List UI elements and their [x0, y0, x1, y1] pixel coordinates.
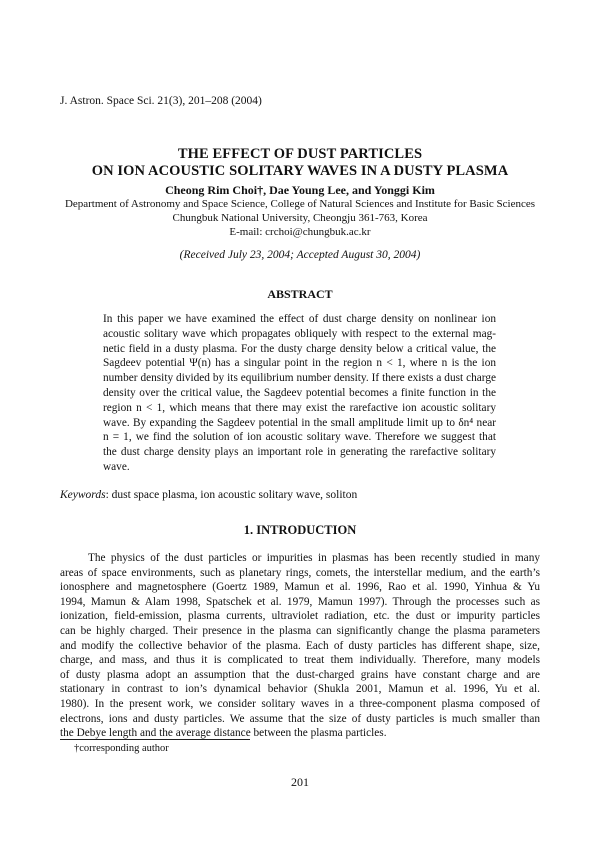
received-dates: (Received July 23, 2004; Accepted August 30, 2004): [179, 249, 421, 261]
journal-citation: J. Astron. Space Sci. 21(3), 201–208 (2004): [60, 95, 262, 107]
intro-line: and modify the collective behavior of the plasma. Each of dusty particles has different shape, size,: [60, 639, 540, 652]
abstract-body: [103, 312, 496, 475]
intro-line: of dusty plasma adopt an assumption that the dust-charged grains have constant charge and are: [60, 668, 540, 681]
intro-line: stationary in contrast to ion’s dynamical behavior (Shukla 2001, Mamun et al. 1996, Yu et al.: [60, 683, 540, 696]
footnote: †corresponding author: [74, 743, 169, 754]
intro-line: ionosphere and magnetosphere (Goertz 1989, Mamun et al. 1996, Rao et al. 1990, Yinhua & Yu: [60, 581, 540, 594]
affiliation-line-1: Department of Astronomy and Space Science, College of Natural Sciences and Institute for Basic Sciences: [64, 198, 536, 210]
abstract-line: netic field in a dusty plasma. For the dusty charge density below a critical value, the: [103, 342, 496, 355]
introduction-body: [60, 551, 540, 741]
keywords-label: Keywords: [60, 489, 106, 501]
intro-line: charge, and mass, and thus it is complicated to treat them individually. Therefore, many models: [60, 654, 540, 667]
paper-title-line-2: ON ION ACOUSTIC SOLITARY WAVES IN A DUSTY PLASMA: [91, 163, 509, 179]
abstract-heading: ABSTRACT: [267, 287, 333, 301]
author-list: Cheong Rim Choi†, Dae Young Lee, and Yonggi Kim: [165, 183, 435, 197]
intro-line: 1980). In the present work, we consider solitary waves in a three-component plasma composed of: [60, 697, 540, 710]
abstract-line: acoustic solitary wave which propagates obliquely with respect to the external mag-: [103, 327, 496, 340]
intro-line: 1994, Mamun & Alam 1998, Spatschek et al. 1979, Mamun 1997). Through the processes such as: [60, 595, 540, 608]
abstract-line: In this paper we have examined the effect of dust charge density on nonlinear ion: [103, 313, 496, 325]
intro-line: can be highly charged. Their presence in the plasma can significantly change the plasma parameters: [60, 624, 540, 637]
footnote-divider: [60, 739, 250, 740]
abstract-line: wave.: [103, 460, 130, 473]
abstract-line: the dust charge density plays an important role in generating the rarefactive solitary: [103, 446, 496, 459]
intro-line: areas of space environments, such as planetary rings, comets, the interstellar medium, and the earth’s: [60, 566, 540, 579]
abstract-line: number density divided by its equilibrium number density. If there exists a dust charge: [103, 372, 496, 385]
page-number: 201: [291, 775, 309, 789]
affiliation-line-2: Chungbuk National University, Cheongju 361-763, Korea: [172, 212, 428, 224]
intro-line: electrons, ions and dusty particles. We assume that the size of dusty particles is much smaller than: [60, 712, 540, 725]
section-heading-introduction: 1. INTRODUCTION: [243, 523, 357, 537]
keywords: [60, 489, 357, 501]
abstract-line: density over the critical value, the Sagdeev potential becomes a finite function in the: [103, 386, 496, 399]
keywords-text: : dust space plasma, ion acoustic solitary wave, soliton: [105, 489, 358, 501]
intro-line: the Debye length and the average distance between the plasma particles.: [60, 727, 387, 740]
author-email: E-mail: crchoi@chungbuk.ac.kr: [229, 226, 371, 238]
abstract-line: region n < 1, which means that there may exist the rarefactive ion acoustic solitary: [103, 401, 496, 414]
intro-line: The physics of the dust particles or impurities in plasmas has been recently studied in many: [88, 552, 540, 564]
abstract-line: n = 1, we find the solution of ion acoustic solitary wave. Therefore we suggest that: [103, 431, 496, 444]
abstract-line: wave. By expanding the Sagdeev potential in the small amplitude limit up to δn⁴ near: [103, 416, 496, 429]
intro-line: ionization, field-emission, plasma currents, ultraviolet radiation, etc. the dust or impurity particles: [60, 610, 540, 623]
abstract-line: Sagdeev potential Ψ(n) has a singular point in the region n < 1, where n is the ion: [103, 357, 496, 370]
paper-title-line-1: THE EFFECT OF DUST PARTICLES: [177, 146, 423, 162]
